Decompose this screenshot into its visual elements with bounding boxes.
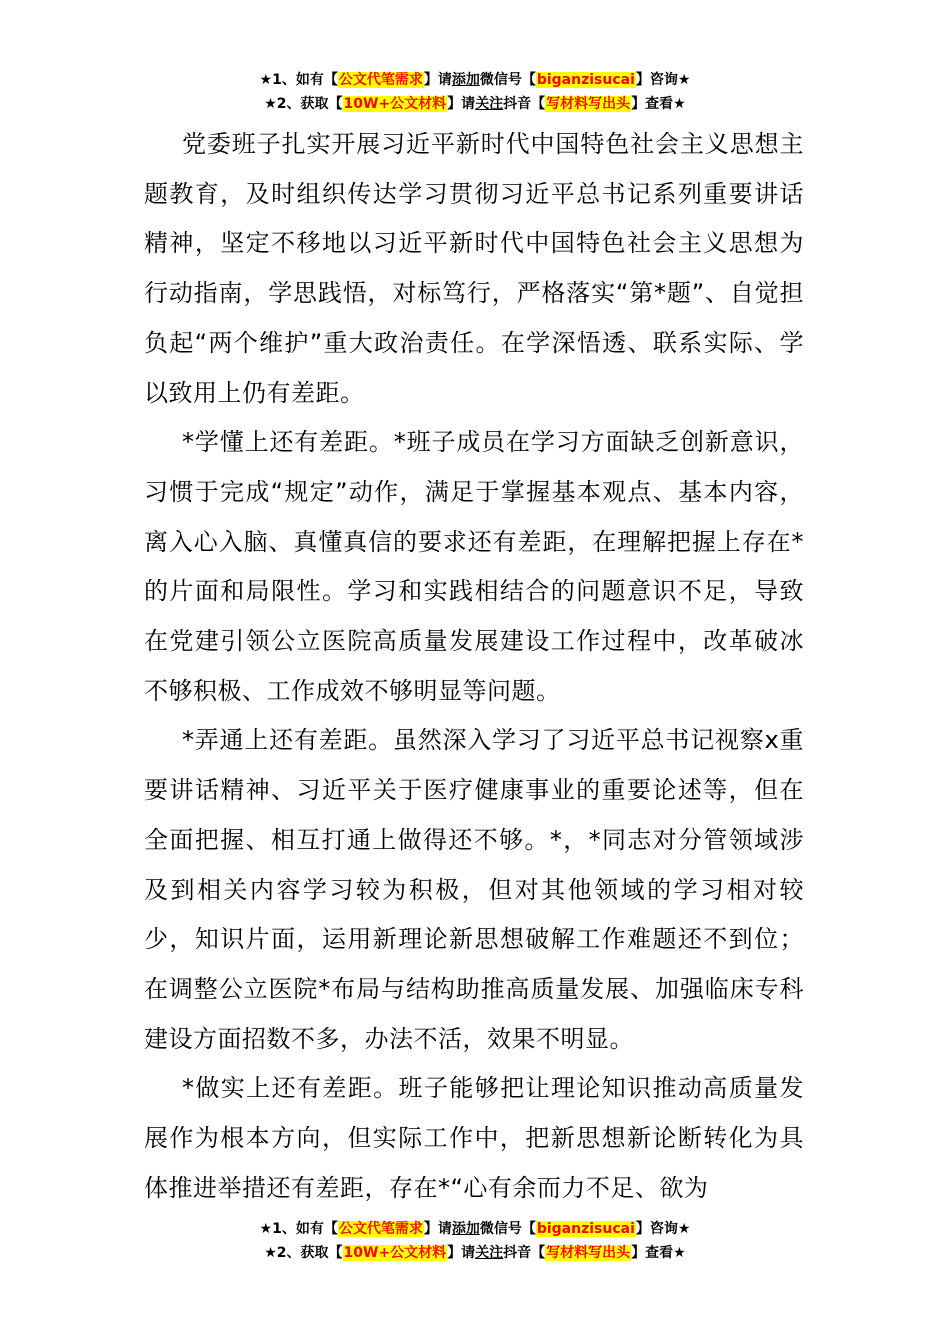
footer-line-1-mid2: 微信号【 [479,1221,536,1237]
footer-line-2 [0,1241,950,1265]
header-line-2-mid2: 抖音【 [503,96,546,112]
footer-ghostwriting-highlight: 公文代笔需求 [338,1221,423,1237]
footer-wechat-id-highlight: biganzisucai [536,1221,635,1237]
footer-banner [0,1217,950,1265]
document-body [144,120,804,1213]
header-line-1-underlined: 添加 [451,72,480,88]
footer-line-1-suffix: 】咨询★ [635,1221,691,1237]
footer-line-1-mid1: 】请 [423,1221,452,1237]
header-line-2-suffix: 】查看★ [631,96,686,112]
header-wechat-id-highlight: biganzisucai [536,72,635,88]
header-line-1-prefix: ★1、如有【 [259,72,338,88]
header-materials-highlight: 10W+公文材料 [343,96,447,112]
header-line-2-prefix: ★2、获取【 [264,96,343,112]
paragraph-zuoshi: *做实上还有差距。班子能够把让理论知识推动高质量发展作为根本方向，但实际工作中，把新思想新论断转化为具体推进举措还有差距，存在*“心有余而力不足、欲为 [144,1074,804,1202]
paragraph-xuedong: *学懂上还有差距。*班子成员在学习方面缺乏创新意识，习惯于完成“规定”动作，满足于掌握基本观点、基本内容，离入心入脑、真懂真信的要求还有差距，在理解把握上存在*的片面和局限性。学习和实践相结合的问题意识不足，导致在党建引领公立医院高质量发展建设工作过程中，改革破冰不够积极、工作成效不够明显等问题。 [144,428,804,705]
paragraph-nongtong: *弄通上还有差距。虽然深入学习了习近平总书记视察x重要讲话精神、习近平关于医疗健康事业的重要论述等，但在全面把握、相互打通上做得还不够。*，*同志对分管领域涉及到相关内容学习较为积极，但对其他领域的学习相对较少，知识片面，运用新理论新思想破解工作难题还不到位；在调整公立医院*布局与结构助推高质量发展、加强临床专科建设方面招数不多，办法不活，效果不明显。 [144,726,804,1053]
footer-douyin-highlight: 写材料写出头 [546,1245,631,1261]
footer-line-1-prefix: ★1、如有【 [259,1221,338,1237]
footer-line-1-underlined: 添加 [451,1221,480,1237]
header-line-2-mid1: 】请 [447,96,476,112]
footer-line-1 [0,1217,950,1241]
footer-line-2-prefix: ★2、获取【 [264,1245,343,1261]
header-line-1 [0,68,950,92]
footer-line-2-suffix: 】查看★ [631,1245,686,1261]
header-ghostwriting-highlight: 公文代笔需求 [338,72,423,88]
header-banner [0,68,950,116]
header-line-2-underlined: 关注 [475,96,504,112]
header-line-1-mid1: 】请 [423,72,452,88]
header-line-1-suffix: 】咨询★ [635,72,691,88]
footer-line-2-underlined: 关注 [475,1245,504,1261]
header-douyin-highlight: 写材料写出头 [546,96,631,112]
header-line-2 [0,92,950,116]
footer-materials-highlight: 10W+公文材料 [343,1245,447,1261]
paragraph-intro: 党委班子扎实开展习近平新时代中国特色社会主义思想主题教育，及时组织传达学习贯彻习近平总书记系列重要讲话精神，坚定不移地以习近平新时代中国特色社会主义思想为行动指南，学思践悟，对标笃行，严格落实“第*题”、自觉担负起“两个维护”重大政治责任。在学深悟透、联系实际、学以致用上仍有差距。 [144,130,804,407]
header-line-1-mid2: 微信号【 [479,72,536,88]
footer-line-2-mid2: 抖音【 [503,1245,546,1261]
footer-line-2-mid1: 】请 [447,1245,476,1261]
